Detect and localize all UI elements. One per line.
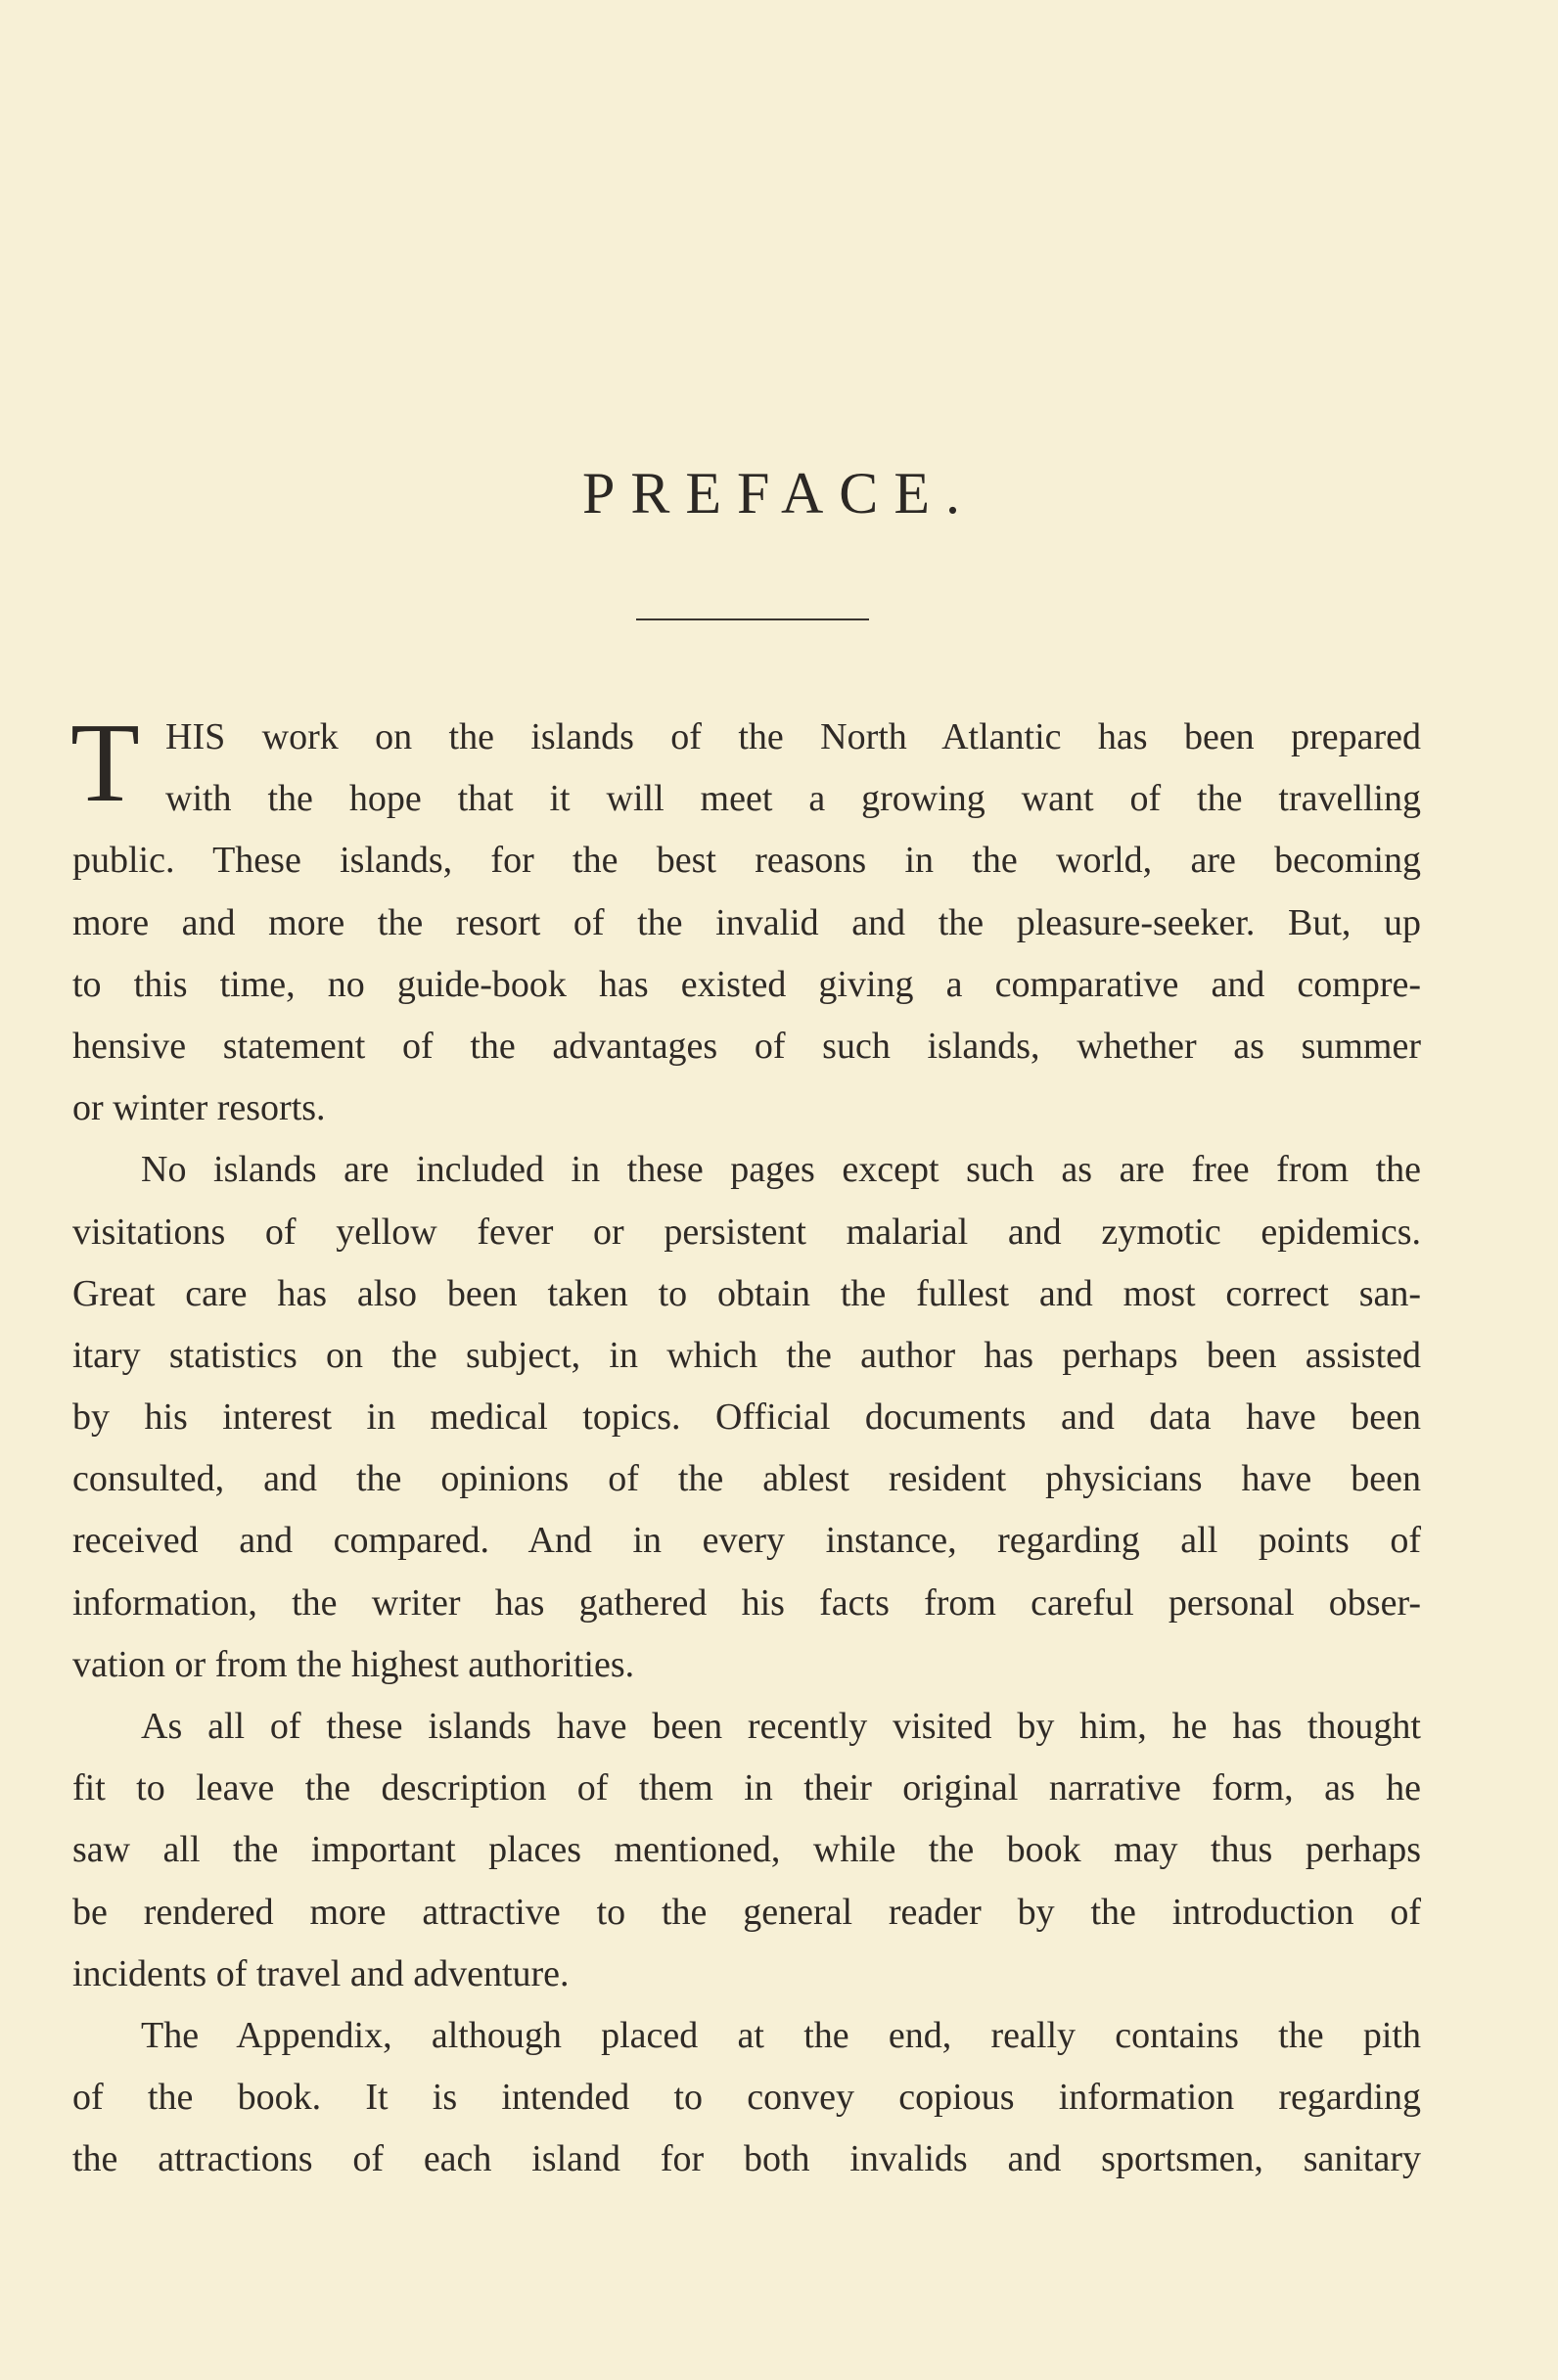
paragraph-1-line-3: public. These islands, for the best reasons in the world, are becoming	[72, 840, 1421, 882]
paragraph-2-line-9: vation or from the highest authorities.	[72, 1643, 635, 1685]
paragraph-1-line-1: HIS work on the islands of the North Atlantic has been prepared	[165, 716, 1421, 757]
paragraph-4-line-3: the attractions of each island for both invalids and sportsmen, sanitary	[72, 2138, 1421, 2180]
title-divider	[636, 618, 869, 620]
paragraph-2-line-8: information, the writer has gathered his facts from careful personal obser-	[72, 1581, 1421, 1624]
paragraph-2-line-7: received and compared. And in every instance, regarding all points of	[72, 1520, 1421, 1562]
paragraph-3-line-5: incidents of travel and adventure.	[72, 1952, 570, 1994]
preface-body	[70, 701, 1421, 2191]
paragraph-3-line-1: As all of these islands have been recently visited by him, he has thought	[141, 1706, 1421, 1747]
paragraph-1-line-6: hensive statement of the advantages of such islands, whether as summer	[72, 1025, 1421, 1067]
paragraph-3-line-2: fit to leave the description of them in their original narrative form, as he	[72, 1767, 1421, 1809]
paragraph-1-line-4: more and more the resort of the invalid and the pleasure-seeker. But, up	[72, 901, 1421, 943]
paragraph-2-line-3: Great care has also been taken to obtain the fullest and most correct san-	[72, 1272, 1421, 1314]
paragraph-2-line-5: by his interest in medical topics. Official documents and data have been	[72, 1396, 1421, 1439]
paragraph-2-line-2: visitations of yellow fever or persistent malarial and zymotic epidemics.	[72, 1211, 1421, 1253]
paragraph-1-line-2: with the hope that it will meet a growing want of the travelling	[165, 778, 1421, 820]
paragraph-2-line-1: No islands are included in these pages except such as are free from the	[141, 1149, 1421, 1191]
paragraph-1-line-7: or winter resorts.	[72, 1087, 326, 1129]
paragraph-3-line-3: saw all the important places mentioned, while the book may thus perhaps	[72, 1829, 1421, 1871]
paragraph-2-line-6: consulted, and the opinions of the ablest resident physicians have been	[72, 1458, 1421, 1500]
paragraph-3-line-4: be rendered more attractive to the general reader by the introduction of	[72, 1891, 1421, 1933]
page-title: PREFACE.	[582, 461, 976, 526]
paragraph-4-line-1: The Appendix, although placed at the end, really contains the pith	[141, 2014, 1421, 2056]
paragraph-2-line-4: itary statistics on the subject, in which the author has perhaps been assisted	[72, 1334, 1421, 1376]
paragraph-1-line-5: to this time, no guide-book has existed giving a comparative and compre-	[72, 963, 1421, 1005]
drop-cap: T	[70, 701, 140, 826]
paragraph-4-line-2: of the book. It is intended to convey copious information regarding	[72, 2077, 1421, 2119]
